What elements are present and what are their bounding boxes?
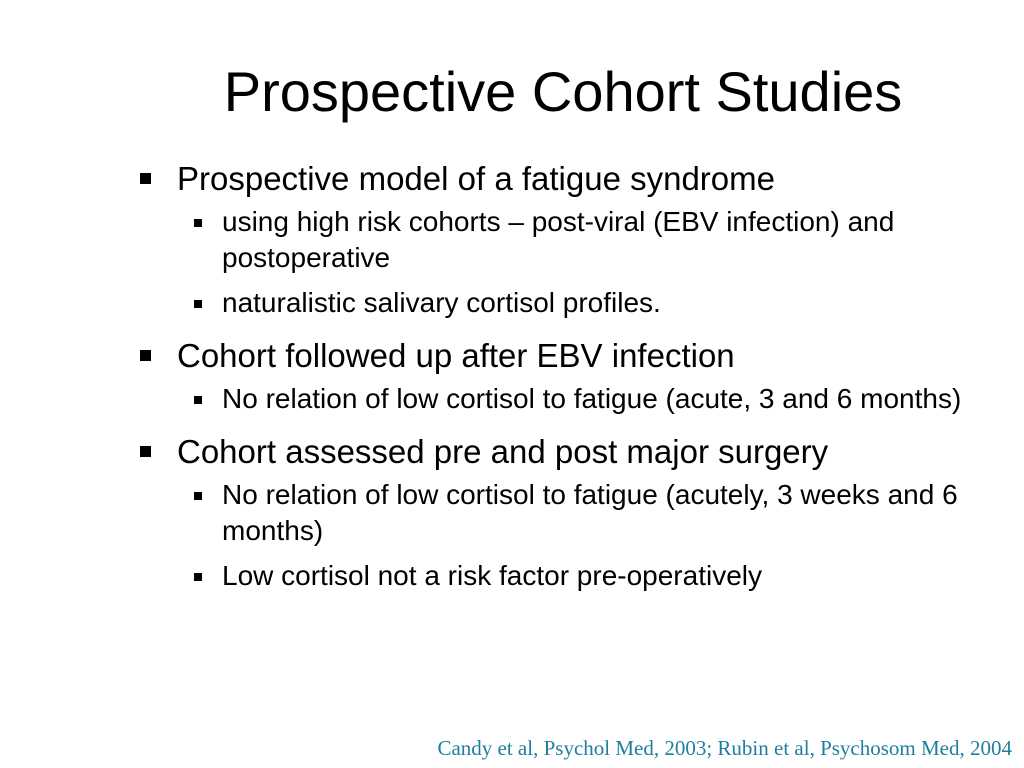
small-square-bullet-icon (194, 300, 202, 308)
bullet-item-1 (140, 156, 990, 321)
sub-bullet-item (177, 204, 990, 276)
small-square-bullet-icon (194, 573, 202, 581)
sub-bullet-item (177, 558, 990, 594)
sub-bullet-text: No relation of low cortisol to fatigue (acute, 3 and 6 months) (222, 383, 962, 414)
square-bullet-icon (140, 446, 151, 457)
bullet-item-2 (140, 333, 990, 417)
citation: Candy et al, Psychol Med, 2003; Rubin et al, Psychosom Med, 2004 (437, 736, 1012, 760)
square-bullet-icon (140, 173, 151, 184)
bullet-list (140, 156, 990, 594)
sub-bullet-text: No relation of low cortisol to fatigue (acutely, 3 weeks and 6 months) (222, 479, 958, 546)
sub-bullet-item (177, 477, 990, 549)
sub-bullet-text: using high risk cohorts – post-viral (EBV infection) and postoperative (222, 206, 895, 273)
sub-bullet-list (177, 477, 990, 594)
slide-title: Prospective Cohort Studies (223, 60, 903, 123)
bullet-item-3 (140, 429, 990, 594)
sub-bullet-text: Low cortisol not a risk factor pre-operatively (222, 560, 762, 591)
bullet-text: Cohort followed up after EBV infection (177, 337, 735, 374)
bullet-text: Cohort assessed pre and post major surgery (177, 433, 829, 470)
sub-bullet-text: naturalistic salivary cortisol profiles. (222, 287, 661, 318)
square-bullet-icon (140, 350, 151, 361)
sub-bullet-item (177, 285, 990, 321)
sub-bullet-list (177, 204, 990, 321)
small-square-bullet-icon (194, 492, 202, 500)
sub-bullet-list (177, 381, 990, 417)
sub-bullet-item (177, 381, 990, 417)
bullet-text: Prospective model of a fatigue syndrome (177, 160, 775, 197)
small-square-bullet-icon (194, 219, 202, 227)
small-square-bullet-icon (194, 396, 202, 404)
